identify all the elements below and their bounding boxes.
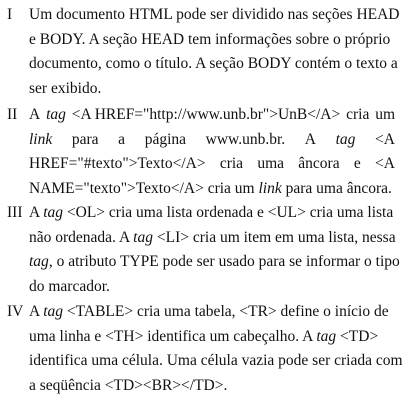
item-text-line (29, 80, 101, 98)
text-run: página (144, 130, 187, 148)
text-run: , o atributo TYPE pode ser usado para se informar o tipo (48, 253, 400, 270)
item-text-line (29, 31, 390, 49)
italic-term: tag (335, 130, 356, 148)
item-text-line (29, 229, 396, 247)
item-text-line (29, 253, 400, 271)
text-run: cria (219, 155, 244, 172)
text-run: uma linha e <TH> identifica um cabeçalho. A (29, 327, 317, 345)
text-run: <OL> cria uma lista ordenada e <UL> cria uma lista (63, 204, 394, 221)
item-text-line (29, 106, 395, 124)
text-run: <LI> cria um item em uma lista, nessa (152, 228, 396, 246)
italic-term: tag (133, 228, 153, 246)
text-run: A (29, 106, 41, 123)
italic-term: tag (43, 204, 64, 221)
item-text-line (29, 278, 110, 296)
text-run: a (118, 130, 126, 148)
text-run: um (375, 106, 395, 123)
text-run: www.unb.br. (205, 130, 286, 148)
item-numeral: I (7, 6, 13, 23)
text-run: <A (375, 155, 395, 172)
italic-term: tag (43, 303, 64, 320)
item-text-line (29, 180, 392, 198)
text-run: e (353, 155, 361, 172)
text-run: não ordenada. A (29, 228, 134, 246)
italic-term: link (258, 179, 282, 197)
text-run: âncora (298, 155, 340, 172)
item-text-line (29, 303, 389, 321)
item-numeral: IV (7, 303, 24, 320)
text-run: uma (257, 155, 285, 172)
text-run: cria (346, 106, 370, 123)
text-run: para (71, 130, 99, 148)
text-run: A (29, 303, 44, 320)
text-run: <A HREF="http://www.unb.br">UnB</A> (71, 106, 341, 123)
text-run: documento, como o título. A seção BODY contém o texto a (29, 55, 398, 72)
text-run: para uma âncora. (281, 179, 392, 197)
text-run: identifica uma célula. Uma célula vazia pode ser criada com (29, 352, 403, 369)
text-run: Um documento HTML pode ser dividido nas seções HEAD (29, 6, 400, 23)
item-text-line (29, 131, 395, 149)
italic-term: tag (29, 253, 49, 270)
text-run: do marcador. (29, 277, 110, 295)
text-run: <A (375, 130, 395, 148)
item-numeral: III (7, 204, 23, 221)
italic-term: tag (46, 106, 66, 123)
text-run: <TD> (336, 327, 379, 345)
item-text-line (29, 352, 403, 370)
item-text-line (29, 204, 393, 222)
item-text-line (29, 155, 395, 173)
text-run: A (29, 204, 44, 221)
text-run: HREF="#texto">Texto</A> (29, 155, 206, 172)
italic-term: link (29, 130, 53, 148)
item-numeral: II (7, 106, 18, 123)
item-text-line (29, 6, 400, 24)
text-run: e BODY. A seção HEAD tem informações sobre o próprio (29, 30, 391, 48)
text-run: <TABLE> cria uma tabela, <TR> define o início de (63, 303, 389, 320)
text-run: A (304, 130, 316, 148)
item-text-line (29, 55, 398, 73)
text-run: ser exibido. (29, 79, 102, 97)
italic-term: tag (316, 327, 337, 345)
text-run: a seqüência <TD><BR></TD>. (29, 376, 228, 394)
text-run: NAME="texto">Texto</A> cria um (29, 179, 259, 197)
item-text-line (29, 377, 227, 395)
item-text-line (29, 328, 378, 346)
